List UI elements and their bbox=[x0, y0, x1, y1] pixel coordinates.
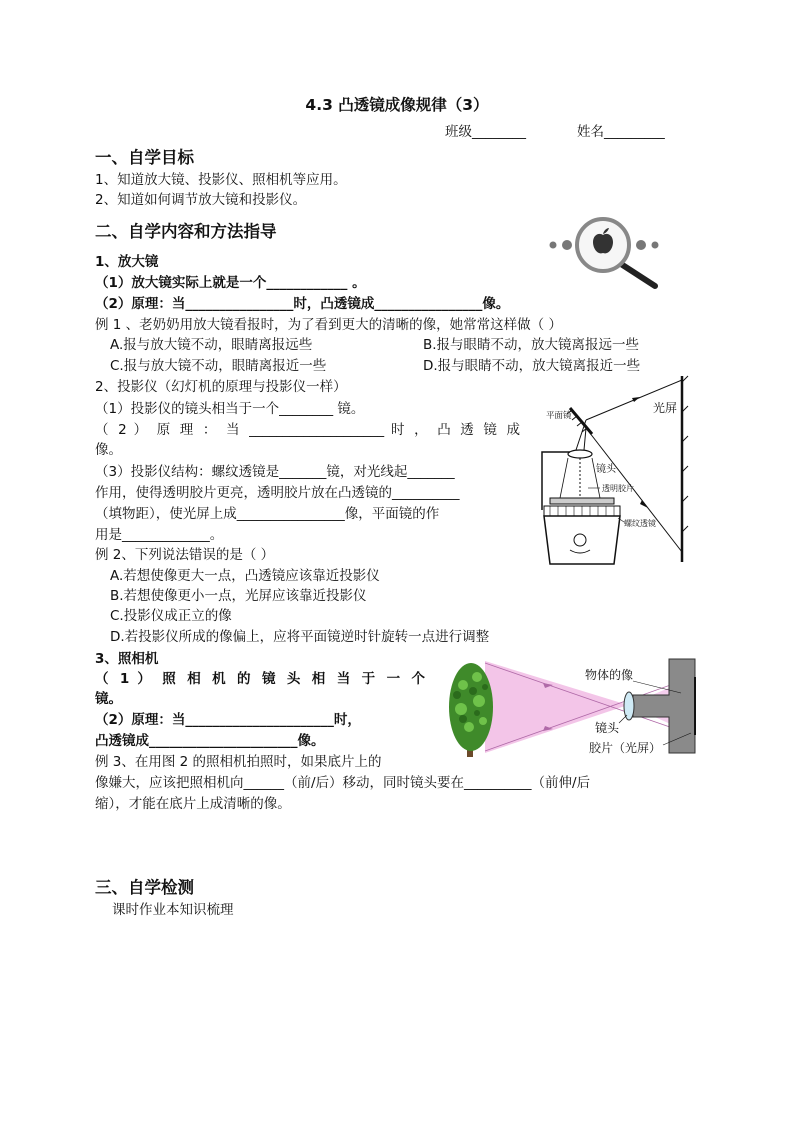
name-field: 姓名_________ bbox=[577, 124, 665, 140]
example-2-question: 例 2、下列说法错误的是（ ） bbox=[95, 547, 275, 563]
example-1-option-b: B.报与眼睛不动，放大镜离报远一些 bbox=[423, 337, 640, 353]
section-1-heading: 一、自学目标 bbox=[95, 148, 194, 167]
label-plane-mirror: 平面镜 bbox=[546, 411, 572, 421]
section-3-heading: 三、自学检测 bbox=[95, 878, 194, 897]
example-2-option-c: C.投影仪成正立的像 bbox=[110, 608, 232, 624]
label-camera-lens: 镜头 bbox=[595, 721, 620, 735]
magnifier-q2: （2）原理：当________________时，凸透镜成________________像。 bbox=[95, 296, 510, 312]
example-3-line3: 缩），才能在底片上成清晰的像。 bbox=[95, 796, 291, 812]
label-screen: 光屏 bbox=[653, 401, 678, 415]
label-film-screen: 胶片（光屏） bbox=[589, 741, 662, 755]
label-lens: 镜头 bbox=[596, 464, 616, 475]
goal-item-2: 2、知道如何调节放大镜和投影仪。 bbox=[95, 192, 307, 208]
apple-logo-small-icon bbox=[636, 240, 646, 250]
camera-q1-end: 镜。 bbox=[95, 691, 122, 707]
magnifier-handle bbox=[621, 264, 655, 286]
projector-q3-line2: 作用，使得透明胶片更亮，透明胶片放在凸透镜的__________ bbox=[95, 485, 460, 501]
projector-heading: 2、投影仪（幻灯机的原理与投影仪一样） bbox=[95, 379, 347, 395]
camera-q1-line: （ 1 ） 照 相 机 的 镜 头 相 当 于 一 个 bbox=[95, 671, 425, 687]
camera-q1 bbox=[95, 671, 425, 688]
example-1-option-a: A.报与放大镜不动，眼睛离报远些 bbox=[110, 337, 313, 353]
projector-q3-line4: 用是_____________。 bbox=[95, 527, 224, 543]
projector-q1: （1）投影仪的镜头相当于一个________ 镜。 bbox=[95, 401, 365, 417]
projector-q2-end: 像。 bbox=[95, 442, 122, 458]
camera-q2-line2: 凸透镜成______________________像。 bbox=[95, 733, 325, 749]
projector-q2-line: （ 2 ） 原 理 ： 当 ____________________ 时 ， 凸 透 镜 成 bbox=[95, 422, 520, 438]
example-1-option-d: D.报与眼睛不动，放大镜离报近一些 bbox=[423, 358, 641, 374]
label-film: 透明胶片 bbox=[602, 484, 634, 493]
camera-body bbox=[633, 659, 695, 753]
camera-heading: 3、照相机 bbox=[95, 651, 159, 667]
camera-lens bbox=[624, 692, 634, 720]
camera-q2-line1: （2）原理：当______________________时， bbox=[95, 712, 361, 728]
class-field: 班级________ bbox=[445, 124, 526, 140]
section-3-text: 课时作业本知识梳理 bbox=[112, 902, 234, 918]
camera-figure bbox=[433, 655, 701, 761]
label-fresnel: 螺纹透镜 bbox=[624, 519, 656, 528]
projector-q2 bbox=[95, 422, 520, 439]
example-1-question: 例 1 、老奶奶用放大镜看报时，为了看到更大的清晰的像，她常常这样做（ ） bbox=[95, 317, 562, 333]
transparent-film bbox=[550, 498, 614, 504]
magnifier-figure bbox=[545, 212, 665, 290]
page-title: 4.3 凸透镜成像规律（3） bbox=[305, 96, 489, 114]
projector-lens bbox=[568, 450, 592, 458]
example-2-option-b: B.若想使像更小一点，光屏应该靠近投影仪 bbox=[110, 588, 367, 604]
magnifier-heading: 1、放大镜 bbox=[95, 254, 159, 270]
projector-figure bbox=[530, 372, 700, 570]
example-3-line2: 像嫌大，应该把照相机向______（前/后）移动，同时镜头要在__________（前伸/后 bbox=[95, 775, 591, 791]
apple-logo-small-icon bbox=[562, 240, 572, 250]
apple-logo-small-icon bbox=[550, 242, 557, 249]
example-3-line1: 例 3、在用图 2 的照相机拍照时，如果底片上的 bbox=[95, 754, 382, 770]
goal-item-1: 1、知道放大镜、投影仪、照相机等应用。 bbox=[95, 172, 347, 188]
magnifier-q1: （1）放大镜实际上就是一个____________ 。 bbox=[95, 275, 366, 291]
label-image: 物体的像 bbox=[585, 668, 634, 682]
projector-q3-line1: （3）投影仪结构：螺纹透镜是_______镜，对光线起_______ bbox=[95, 464, 455, 480]
example-1-option-c: C.报与放大镜不动，眼睛离报近一些 bbox=[110, 358, 327, 374]
plane-mirror bbox=[570, 408, 592, 434]
section-2-heading: 二、自学内容和方法指导 bbox=[95, 222, 277, 241]
example-2-option-d: D.若投影仪所成的像偏上，应将平面镜逆时针旋转一点进行调整 bbox=[110, 629, 490, 645]
projector-box bbox=[544, 516, 620, 564]
example-2-option-a: A.若想使像更大一点，凸透镜应该靠近投影仪 bbox=[110, 568, 380, 584]
projector-q3-line3: （填物距），使光屏上成________________像，平面镜的作 bbox=[95, 506, 440, 522]
apple-logo-small-icon bbox=[652, 242, 659, 249]
